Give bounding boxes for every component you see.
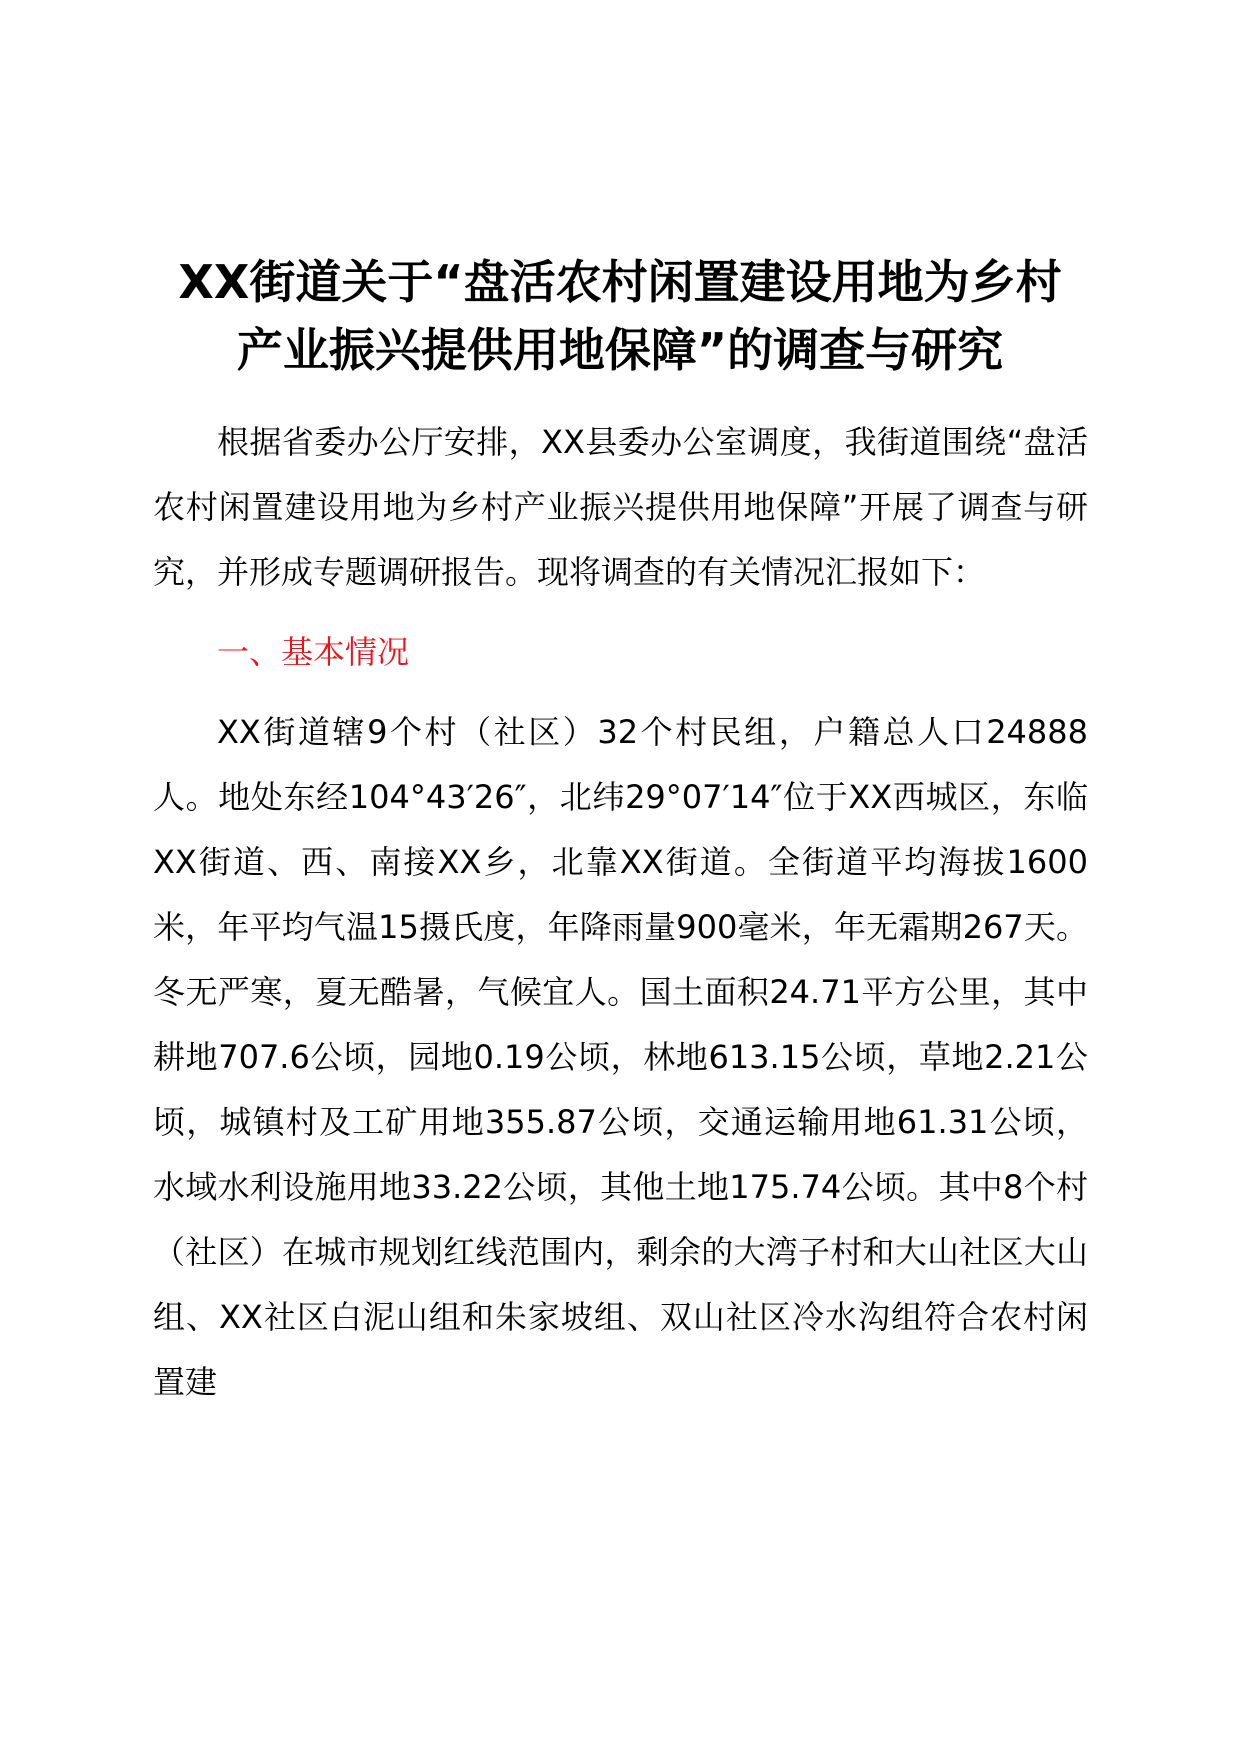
document-title [150,248,1090,384]
title-line-1: XX街道关于“盘活农村闲置建设用地为乡村 [178,255,1062,309]
section-paragraph: XX街道辖9个村（社区）32个村民组，户籍总人口24888人。地处东经104°43′26″，北纬29°07′14″位于XX西城区，东临XX街道、西、南接XX乡，北靠XX街道。全街道平均海拔1600米，年平均气温15摄氏度，年降雨量900毫米，年无霜期267天。冬无严寒，夏无酷暑，气候宜人。国土面积24.71平方公里，其中耕地707.6公顷，园地0.19公顷，林地613.15公顷，草地2.21公顷，城镇村及工矿用地355.87公顷，交通运输用地61.31公顷，水域水利设施用地33.22公顷，其他土地175.74公顷。其中8个村（社区）在城市规划红线范围内，剩余的大湾子村和大山社区大山组、XX社区白泥山组和朱家坡组、双山社区冷水沟组符合农村闲置建 [153,713,1088,1401]
section-heading: 一、基本情况 [217,633,410,671]
document-body [153,410,1088,1415]
intro-paragraph: 根据省委办公厅安排，XX县委办公室调度，我街道围绕“盘活农村闲置建设用地为乡村产业振兴提供用地保障”开展了调查与研究，并形成专题调研报告。现将调查的有关情况汇报如下： [153,423,1088,591]
title-line-2: 产业振兴提供用地保障”的调查与研究 [236,323,1004,377]
